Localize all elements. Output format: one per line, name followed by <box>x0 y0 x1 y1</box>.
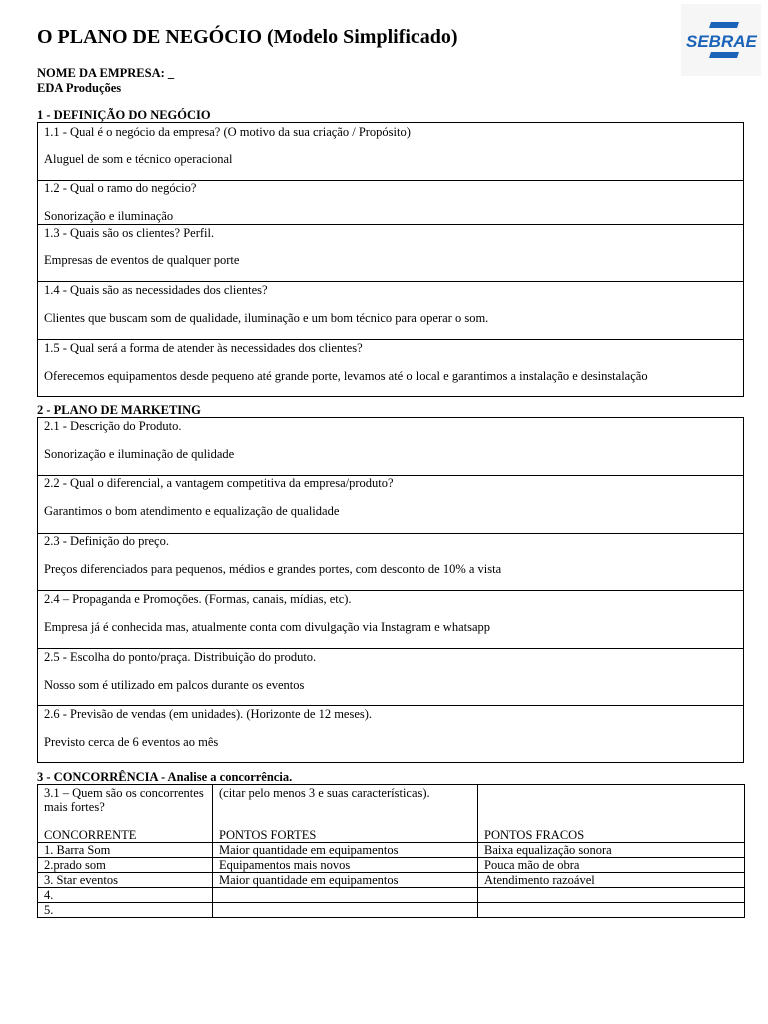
company-name: EDA Produções <box>37 81 122 95</box>
answer-text: Empresas de eventos de qualquer porte <box>44 253 240 267</box>
answer-text: Sonorização e iluminação <box>44 209 174 223</box>
col-header-strengths: PONTOS FORTES <box>219 828 317 842</box>
answer-text: Nosso som é utilizado em palcos durante os eventos <box>44 678 305 692</box>
table-row <box>38 873 745 888</box>
question-text: 1.4 - Quais são as necessidades dos clientes? <box>44 283 268 297</box>
question-text: 1.3 - Quais são os clientes? Perfil. <box>44 226 215 240</box>
competitor-strength <box>213 903 478 918</box>
question-text: 2.1 - Descrição do Produto. <box>44 419 182 433</box>
table-row <box>38 858 745 873</box>
question-text: 2.6 - Previsão de vendas (em unidades). (Horizonte de 12 meses). <box>44 707 373 721</box>
definition-box <box>37 122 744 397</box>
competitor-name: 4. <box>38 888 213 903</box>
competitor-strength: Maior quantidade em equipamentos <box>213 843 478 858</box>
question-block <box>38 181 743 224</box>
competitor-name: 2.prado som <box>38 858 213 873</box>
competitor-weakness: Baixa equalização sonora <box>478 843 745 858</box>
competitor-weakness <box>478 888 745 903</box>
question-block <box>38 534 743 591</box>
question-line-1: 3.1 – Quem são os concorrentes <box>44 786 204 800</box>
section-heading-definition: 1 - DEFINIÇÃO DO NEGÓCIO <box>37 108 211 122</box>
question-text: 2.5 - Escolha do ponto/praça. Distribuição do produto. <box>44 650 317 664</box>
competitor-name: 5. <box>38 903 213 918</box>
question-block <box>38 123 743 181</box>
competitor-weakness: Pouca mão de obra <box>478 858 745 873</box>
question-text: 1.5 - Qual será a forma de atender às necessidades dos clientes? <box>44 341 363 355</box>
weak-header-cell <box>478 785 745 843</box>
question-block <box>38 225 743 282</box>
sebrae-logo <box>681 4 761 76</box>
col-header-weaknesses: PONTOS FRACOS <box>484 828 585 842</box>
answer-text: Sonorização e iluminação de qulidade <box>44 447 235 461</box>
table-row <box>38 843 745 858</box>
question-text: 2.3 - Definição do preço. <box>44 534 169 548</box>
competitor-strength: Equipamentos mais novos <box>213 858 478 873</box>
answer-text: Preços diferenciados para pequenos, médios e grandes portes, com desconto de 10% a vista <box>44 562 502 576</box>
question-block <box>38 418 743 475</box>
col-header-competitor: CONCORRENTE <box>44 828 137 842</box>
page-title: O PLANO DE NEGÓCIO (Modelo Simplificado) <box>37 26 458 48</box>
table-row <box>38 888 745 903</box>
question-block <box>38 282 743 339</box>
answer-text: Previsto cerca de 6 eventos ao mês <box>44 735 219 749</box>
question-text: 1.1 - Qual é o negócio da empresa? (O motivo da sua criação / Propósito) <box>44 125 411 139</box>
table-row <box>38 903 745 918</box>
section-heading-competition: 3 - CONCORRÊNCIA - Analise a concorrência. <box>37 770 293 784</box>
competition-table <box>37 784 745 918</box>
question-text: 2.2 - Qual o diferencial, a vantagem competitiva da empresa/produto? <box>44 476 394 490</box>
marketing-box <box>37 417 744 763</box>
question-block <box>38 340 743 397</box>
company-label: NOME DA EMPRESA: _ <box>37 66 175 80</box>
competitor-weakness <box>478 903 745 918</box>
answer-text: Clientes que buscam som de qualidade, iluminação e um bom técnico para operar o som. <box>44 311 489 325</box>
question-text: 2.4 – Propaganda e Promoções. (Formas, canais, mídias, etc). <box>44 592 352 606</box>
competitor-name: 1. Barra Som <box>38 843 213 858</box>
competitor-weakness: Atendimento razoável <box>478 873 745 888</box>
hint-cell <box>213 785 478 843</box>
table-header-row <box>38 785 745 843</box>
hint-text: (citar pelo menos 3 e suas características). <box>219 786 430 800</box>
answer-text: Garantimos o bom atendimento e equalização de qualidade <box>44 504 340 518</box>
question-block <box>38 706 743 763</box>
question-block <box>38 649 743 706</box>
competitor-strength: Maior quantidade em equipamentos <box>213 873 478 888</box>
question-block <box>38 591 743 648</box>
answer-text: Oferecemos equipamentos desde pequeno até grande porte, levamos até o local e garantimos a instalação e desinstalação <box>44 369 648 383</box>
question-line-2: mais fortes? <box>44 800 105 814</box>
competitor-name: 3. Star eventos <box>38 873 213 888</box>
answer-text: Empresa já é conhecida mas, atualmente conta com divulgação via Instagram e whatsapp <box>44 620 491 634</box>
section-heading-marketing: 2 - PLANO DE MARKETING <box>37 403 201 417</box>
competitor-strength <box>213 888 478 903</box>
question-cell <box>38 785 213 843</box>
logo-text: SEBRAE <box>686 32 757 51</box>
question-text: 1.2 - Qual o ramo do negócio? <box>44 181 197 195</box>
answer-text: Aluguel de som e técnico operacional <box>44 152 233 166</box>
question-block <box>38 476 743 533</box>
